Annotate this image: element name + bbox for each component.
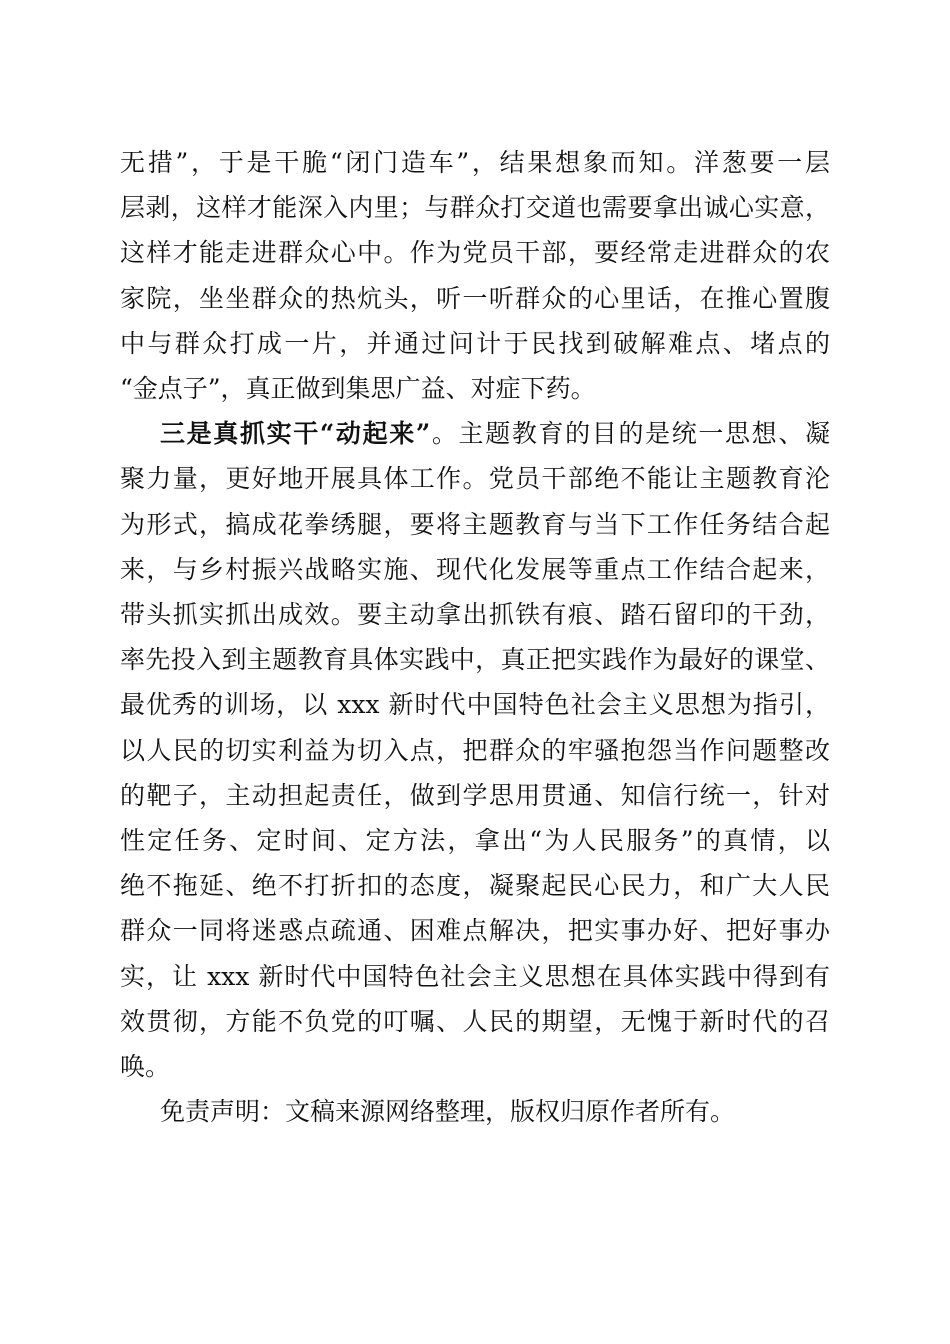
paragraph-1-line-2: 层剥，这样才能深入内里；与群众打交道也需要拿出诚心实意， xyxy=(120,193,830,222)
paragraph-1-line-6: “金点子”，真正做到集思广益、对症下药。 xyxy=(120,374,596,403)
paragraph-2-line-13: 实，让 xxx 新时代中国特色社会主义思想在具体实践中得到有 xyxy=(120,962,830,991)
paragraph-2-line-2: 聚力量，更好地开展具体工作。党员干部绝不能让主题教育沦 xyxy=(120,464,830,493)
paragraph-2-line-8: 以人民的切实利益为切入点，把群众的牢骚抱怨当作问题整改 xyxy=(120,736,830,765)
paragraph-2-line-6: 率先投入到主题教育具体实践中，真正把实践作为最好的课堂、 xyxy=(120,645,830,674)
paragraph-2-line-10: 性定任务、定时间、定方法，拿出“为人民服务”的真情，以 xyxy=(120,826,830,855)
paragraph-1-line-5: 中与群众打成一片，并通过问计于民找到破解难点、堵点的 xyxy=(120,329,830,358)
paragraph-2-line-5: 带头抓实抓出成效。要主动拿出抓铁有痕、踏石留印的干劲， xyxy=(120,600,830,629)
section-heading: 三是真抓实干“动起来” xyxy=(160,419,431,448)
paragraph-1-line-4: 家院，坐坐群众的热炕头，听一听群众的心里话，在推心置腹 xyxy=(120,284,830,313)
paragraph-2-line-14: 效贯彻，方能不负党的叮嘱、人民的期望，无愧于新时代的召 xyxy=(120,1007,830,1036)
paragraph-2-line-9: 的靶子，主动担起责任，做到学思用贯通、知信行统一，针对 xyxy=(120,781,830,810)
paragraph-2-line-15: 唤。 xyxy=(120,1052,171,1081)
paragraph-2-line-3: 为形式，搞成花拳绣腿，要将主题教育与当下工作任务结合起 xyxy=(120,510,830,539)
paragraph-1-line-1: 无措”，于是干脆“闭门造车”，结果想象而知。洋葱要一层 xyxy=(120,148,830,177)
paragraph-2-line-7: 最优秀的训场，以 xxx 新时代中国特色社会主义思想为指引， xyxy=(120,690,830,719)
paragraph-2-line-1 xyxy=(160,412,830,456)
paragraph-2-first-line-text: 。主题教育的目的是统一思想、凝 xyxy=(430,419,830,448)
paragraph-2-line-11: 绝不拖延、绝不打折扣的态度，凝聚起民心民力，和广大人民 xyxy=(120,871,830,900)
paragraph-2-line-4: 来，与乡村振兴战略实施、现代化发展等重点工作结合起来， xyxy=(120,555,830,584)
disclaimer: 免责声明：文稿来源网络整理，版权归原作者所有。 xyxy=(160,1097,736,1126)
paragraph-2-line-12: 群众一同将迷惑点疏通、困难点解决，把实事办好、把好事办 xyxy=(120,916,830,945)
paragraph-1-line-3: 这样才能走进群众心中。作为党员干部，要经常走进群众的农 xyxy=(120,238,830,267)
